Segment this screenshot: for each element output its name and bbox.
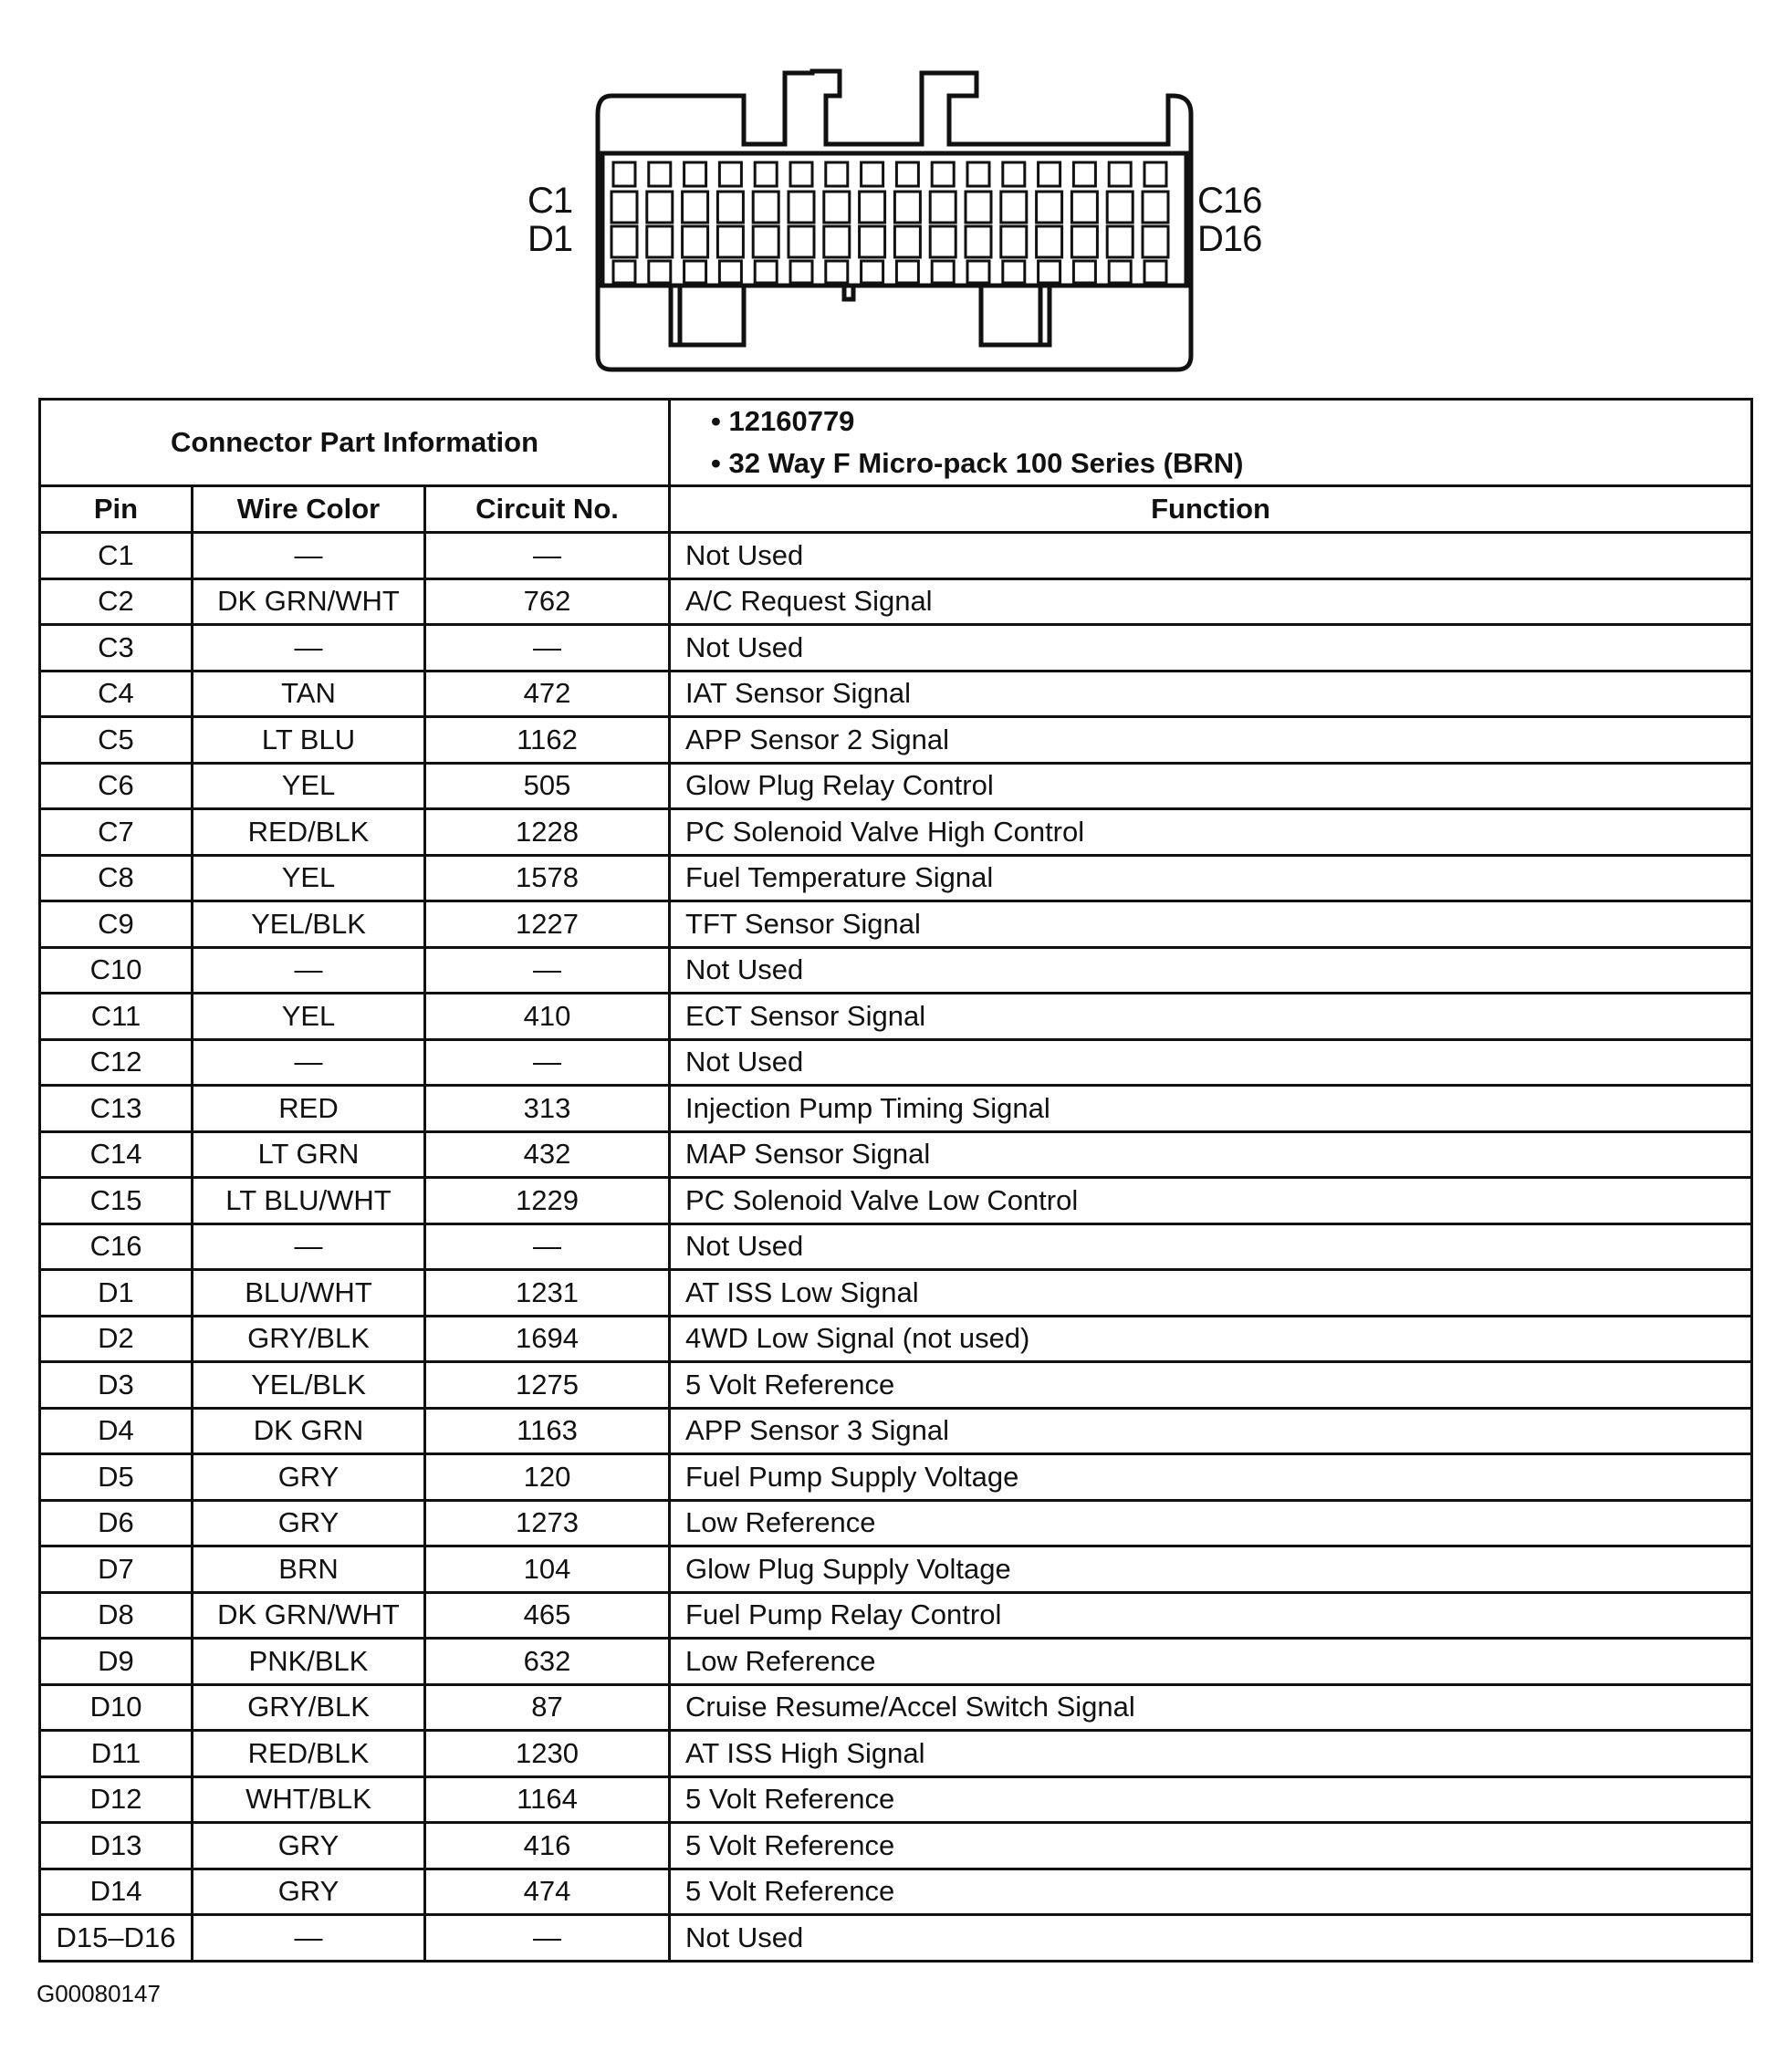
cell-pin: C8: [40, 855, 193, 901]
cell-circuit-no: 762: [425, 578, 670, 625]
cell-pin: C11: [40, 994, 193, 1040]
cell-wire-color: YEL: [193, 763, 425, 809]
cell-wire-color: LT GRN: [193, 1131, 425, 1178]
cell-circuit-no: 1273: [425, 1500, 670, 1546]
connector-diagram: [511, 55, 1278, 383]
cavity-d: [894, 226, 920, 257]
cell-pin: C1: [40, 533, 193, 579]
cavity-d: [860, 226, 885, 257]
cell-circuit-no: 1164: [425, 1776, 670, 1823]
terminal-top: [1039, 162, 1060, 186]
cell-function: AT ISS High Signal: [670, 1731, 1752, 1777]
terminal-bottom: [967, 261, 989, 283]
terminal-top: [1109, 162, 1131, 186]
cell-pin: C2: [40, 578, 193, 625]
table-row: [40, 1039, 1752, 1086]
cell-circuit-no: 1228: [425, 809, 670, 856]
cell-circuit-no: 104: [425, 1546, 670, 1593]
cell-circuit-no: 472: [425, 671, 670, 717]
cell-function: Not Used: [670, 1223, 1752, 1270]
terminal-bottom: [755, 261, 777, 283]
terminal-top: [1144, 162, 1166, 186]
cell-function: ECT Sensor Signal: [670, 994, 1752, 1040]
table-row: [40, 1639, 1752, 1685]
cell-wire-color: LT BLU: [193, 717, 425, 764]
pin-label-d-start: D1: [527, 219, 573, 259]
cell-circuit-no: 313: [425, 1086, 670, 1132]
cell-wire-color: GRY: [193, 1823, 425, 1869]
cell-wire-color: GRY: [193, 1500, 425, 1546]
cell-wire-color: DK GRN/WHT: [193, 578, 425, 625]
cell-pin: C9: [40, 901, 193, 948]
cavity-d: [930, 226, 956, 257]
cell-function: Not Used: [670, 625, 1752, 672]
table-row: [40, 1592, 1752, 1639]
connector-illustration: [511, 55, 1278, 383]
cell-function: Fuel Pump Relay Control: [670, 1592, 1752, 1639]
cell-circuit-no: 1275: [425, 1362, 670, 1409]
cavity-d: [611, 226, 637, 257]
cell-function: PC Solenoid Valve High Control: [670, 809, 1752, 856]
terminal-bottom: [684, 261, 706, 283]
cell-pin: C13: [40, 1086, 193, 1132]
cell-circuit-no: 432: [425, 1131, 670, 1178]
cell-wire-color: —: [193, 947, 425, 994]
cavity-d: [683, 226, 708, 257]
terminal-bottom: [1109, 261, 1131, 283]
cell-pin: D2: [40, 1316, 193, 1362]
cell-pin: C4: [40, 671, 193, 717]
cell-circuit-no: 1162: [425, 717, 670, 764]
table-row: [40, 533, 1752, 579]
table-row: [40, 763, 1752, 809]
table-row: [40, 1915, 1752, 1962]
cavity-c: [647, 192, 673, 223]
terminal-bottom: [1039, 261, 1060, 283]
cell-pin: C12: [40, 1039, 193, 1086]
cell-pin: C10: [40, 947, 193, 994]
cavity-c: [1107, 192, 1133, 223]
table-row: [40, 1776, 1752, 1823]
table-row: [40, 1823, 1752, 1869]
cavity-c: [860, 192, 885, 223]
cell-function: TFT Sensor Signal: [670, 901, 1752, 948]
cell-wire-color: GRY: [193, 1869, 425, 1915]
cell-circuit-no: 1227: [425, 901, 670, 948]
table-row: [40, 1684, 1752, 1731]
terminal-top: [684, 162, 706, 186]
cell-circuit-no: —: [425, 947, 670, 994]
terminal-top: [755, 162, 777, 186]
terminal-top: [1073, 162, 1095, 186]
cell-pin: D12: [40, 1776, 193, 1823]
cell-function: APP Sensor 3 Signal: [670, 1408, 1752, 1454]
table-row: [40, 1131, 1752, 1178]
terminal-bottom: [790, 261, 812, 283]
cavity-d: [789, 226, 814, 257]
terminal-bottom: [896, 261, 918, 283]
table-row: [40, 901, 1752, 948]
cell-pin: C6: [40, 763, 193, 809]
cell-function: Cruise Resume/Accel Switch Signal: [670, 1684, 1752, 1731]
terminal-bottom: [719, 261, 741, 283]
cell-function: Low Reference: [670, 1500, 1752, 1546]
terminal-bottom: [932, 261, 954, 283]
cell-circuit-no: 416: [425, 1823, 670, 1869]
cavity-d: [717, 226, 743, 257]
table-row: [40, 947, 1752, 994]
terminal-top: [967, 162, 989, 186]
table-row: [40, 809, 1752, 856]
cell-function: 5 Volt Reference: [670, 1869, 1752, 1915]
terminal-bottom: [1003, 261, 1025, 283]
cell-function: Low Reference: [670, 1639, 1752, 1685]
cell-pin: C3: [40, 625, 193, 672]
cavity-c: [824, 192, 850, 223]
cavity-c: [753, 192, 778, 223]
terminal-top: [790, 162, 812, 186]
table-row: [40, 1408, 1752, 1454]
cavity-c: [1037, 192, 1062, 223]
cell-wire-color: YEL: [193, 994, 425, 1040]
cell-wire-color: —: [193, 1223, 425, 1270]
column-header-function: Function: [670, 486, 1752, 533]
cell-function: Not Used: [670, 947, 1752, 994]
cell-pin: D3: [40, 1362, 193, 1409]
pin-label-c-end: C16: [1197, 181, 1262, 221]
table-row: [40, 1270, 1752, 1317]
cell-wire-color: —: [193, 533, 425, 579]
connector-pinout-table: [38, 398, 1753, 1963]
cell-function: Injection Pump Timing Signal: [670, 1086, 1752, 1132]
cell-circuit-no: —: [425, 625, 670, 672]
cell-pin: D5: [40, 1454, 193, 1501]
cell-circuit-no: —: [425, 1223, 670, 1270]
cell-function: A/C Request Signal: [670, 578, 1752, 625]
table-row: [40, 1178, 1752, 1224]
cell-circuit-no: 1229: [425, 1178, 670, 1224]
pin-label-c-start: C1: [527, 181, 573, 221]
terminal-top: [932, 162, 954, 186]
cell-pin: C15: [40, 1178, 193, 1224]
cell-circuit-no: 120: [425, 1454, 670, 1501]
terminal-top: [649, 162, 671, 186]
cell-circuit-no: 505: [425, 763, 670, 809]
cavity-c: [1143, 192, 1168, 223]
cavity-d: [1037, 226, 1062, 257]
cell-function: 4WD Low Signal (not used): [670, 1316, 1752, 1362]
column-header-row: [40, 486, 1752, 533]
cavity-c: [966, 192, 991, 223]
cell-wire-color: YEL: [193, 855, 425, 901]
cell-wire-color: RED/BLK: [193, 809, 425, 856]
cell-wire-color: GRY: [193, 1454, 425, 1501]
cell-pin: D6: [40, 1500, 193, 1546]
cell-wire-color: RED/BLK: [193, 1731, 425, 1777]
cell-wire-color: GRY/BLK: [193, 1684, 425, 1731]
cell-circuit-no: 632: [425, 1639, 670, 1685]
cell-wire-color: BRN: [193, 1546, 425, 1593]
cell-wire-color: LT BLU/WHT: [193, 1178, 425, 1224]
cell-pin: C14: [40, 1131, 193, 1178]
table-row: [40, 578, 1752, 625]
cell-function: IAT Sensor Signal: [670, 671, 1752, 717]
terminal-top: [896, 162, 918, 186]
table-row: [40, 855, 1752, 901]
figure-id: G00080147: [37, 1980, 161, 2007]
cell-function: PC Solenoid Valve Low Control: [670, 1178, 1752, 1224]
terminal-bottom: [1073, 261, 1095, 283]
part-info-item: • 32 Way F Micro-pack 100 Series (BRN): [711, 447, 1244, 479]
cell-pin: D10: [40, 1684, 193, 1731]
terminal-top: [862, 162, 883, 186]
terminal-top: [613, 162, 635, 186]
cell-function: Not Used: [670, 1039, 1752, 1086]
table-row: [40, 671, 1752, 717]
terminal-bottom: [1144, 261, 1166, 283]
cell-pin: C7: [40, 809, 193, 856]
pinout-rows: [40, 533, 1752, 1962]
cavity-d: [1001, 226, 1027, 257]
cavity-c: [717, 192, 743, 223]
table-row: [40, 717, 1752, 764]
cell-wire-color: PNK/BLK: [193, 1639, 425, 1685]
cell-pin: D4: [40, 1408, 193, 1454]
part-info-title: Connector Part Information: [40, 400, 670, 486]
cell-pin: D13: [40, 1823, 193, 1869]
table-row: [40, 1869, 1752, 1915]
cell-wire-color: RED: [193, 1086, 425, 1132]
cell-wire-color: BLU/WHT: [193, 1270, 425, 1317]
cell-function: 5 Volt Reference: [670, 1823, 1752, 1869]
cell-wire-color: —: [193, 1915, 425, 1962]
terminal-bottom: [613, 261, 635, 283]
table-row: [40, 1316, 1752, 1362]
terminal-bottom: [649, 261, 671, 283]
table-row: [40, 1500, 1752, 1546]
cell-pin: C5: [40, 717, 193, 764]
cell-circuit-no: 410: [425, 994, 670, 1040]
cell-pin: D7: [40, 1546, 193, 1593]
cavity-c: [611, 192, 637, 223]
cell-function: AT ISS Low Signal: [670, 1270, 1752, 1317]
cavity-c: [683, 192, 708, 223]
cell-pin: D8: [40, 1592, 193, 1639]
cell-circuit-no: —: [425, 1915, 670, 1962]
pin-label-d-end: D16: [1197, 219, 1262, 259]
cell-pin: D11: [40, 1731, 193, 1777]
cell-function: Fuel Pump Supply Voltage: [670, 1454, 1752, 1501]
cavity-c: [1001, 192, 1027, 223]
terminal-bottom: [826, 261, 848, 283]
cell-function: Not Used: [670, 533, 1752, 579]
cell-wire-color: WHT/BLK: [193, 1776, 425, 1823]
cell-circuit-no: 474: [425, 1869, 670, 1915]
cell-function: 5 Volt Reference: [670, 1776, 1752, 1823]
terminal-bottom: [862, 261, 883, 283]
cell-wire-color: DK GRN/WHT: [193, 1592, 425, 1639]
cavity-c: [1071, 192, 1097, 223]
table-row: [40, 1546, 1752, 1593]
column-header-pin: Pin: [40, 486, 193, 533]
cavity-d: [753, 226, 778, 257]
part-info-item: • 12160779: [711, 405, 855, 437]
cell-pin: D9: [40, 1639, 193, 1685]
cell-pin: D1: [40, 1270, 193, 1317]
cavity-d: [647, 226, 673, 257]
cell-circuit-no: 1694: [425, 1316, 670, 1362]
cell-wire-color: GRY/BLK: [193, 1316, 425, 1362]
table-row: [40, 1086, 1752, 1132]
cell-function: Glow Plug Supply Voltage: [670, 1546, 1752, 1593]
terminal-top: [1003, 162, 1025, 186]
cell-circuit-no: 1578: [425, 855, 670, 901]
cell-circuit-no: 1231: [425, 1270, 670, 1317]
part-info-row: [40, 400, 1752, 486]
cell-wire-color: TAN: [193, 671, 425, 717]
cavity-d: [1143, 226, 1168, 257]
cell-wire-color: YEL/BLK: [193, 1362, 425, 1409]
cell-function: MAP Sensor Signal: [670, 1131, 1752, 1178]
cell-function: Fuel Temperature Signal: [670, 855, 1752, 901]
table-row: [40, 994, 1752, 1040]
cell-function: 5 Volt Reference: [670, 1362, 1752, 1409]
cell-function: Glow Plug Relay Control: [670, 763, 1752, 809]
cell-wire-color: —: [193, 1039, 425, 1086]
cell-circuit-no: 1163: [425, 1408, 670, 1454]
part-info-list: [670, 400, 1752, 486]
cell-pin: C16: [40, 1223, 193, 1270]
column-header-circuit-no: Circuit No.: [425, 486, 670, 533]
column-header-wire-color: Wire Color: [193, 486, 425, 533]
table-row: [40, 625, 1752, 672]
cavity-c: [894, 192, 920, 223]
table-row: [40, 1362, 1752, 1409]
table-row: [40, 1223, 1752, 1270]
cavity-d: [1071, 226, 1097, 257]
table-row: [40, 1731, 1752, 1777]
cavity-c: [789, 192, 814, 223]
cell-pin: D14: [40, 1869, 193, 1915]
cavity-c: [930, 192, 956, 223]
cell-circuit-no: —: [425, 533, 670, 579]
terminal-top: [826, 162, 848, 186]
cell-circuit-no: 465: [425, 1592, 670, 1639]
cell-pin: D15–D16: [40, 1915, 193, 1962]
cavity-d: [1107, 226, 1133, 257]
cell-function: Not Used: [670, 1915, 1752, 1962]
cell-wire-color: —: [193, 625, 425, 672]
table-row: [40, 1454, 1752, 1501]
cell-wire-color: YEL/BLK: [193, 901, 425, 948]
cell-wire-color: DK GRN: [193, 1408, 425, 1454]
cell-function: APP Sensor 2 Signal: [670, 717, 1752, 764]
cell-circuit-no: 87: [425, 1684, 670, 1731]
cell-circuit-no: —: [425, 1039, 670, 1086]
cell-circuit-no: 1230: [425, 1731, 670, 1777]
terminal-top: [719, 162, 741, 186]
cavity-d: [824, 226, 850, 257]
cavity-d: [966, 226, 991, 257]
